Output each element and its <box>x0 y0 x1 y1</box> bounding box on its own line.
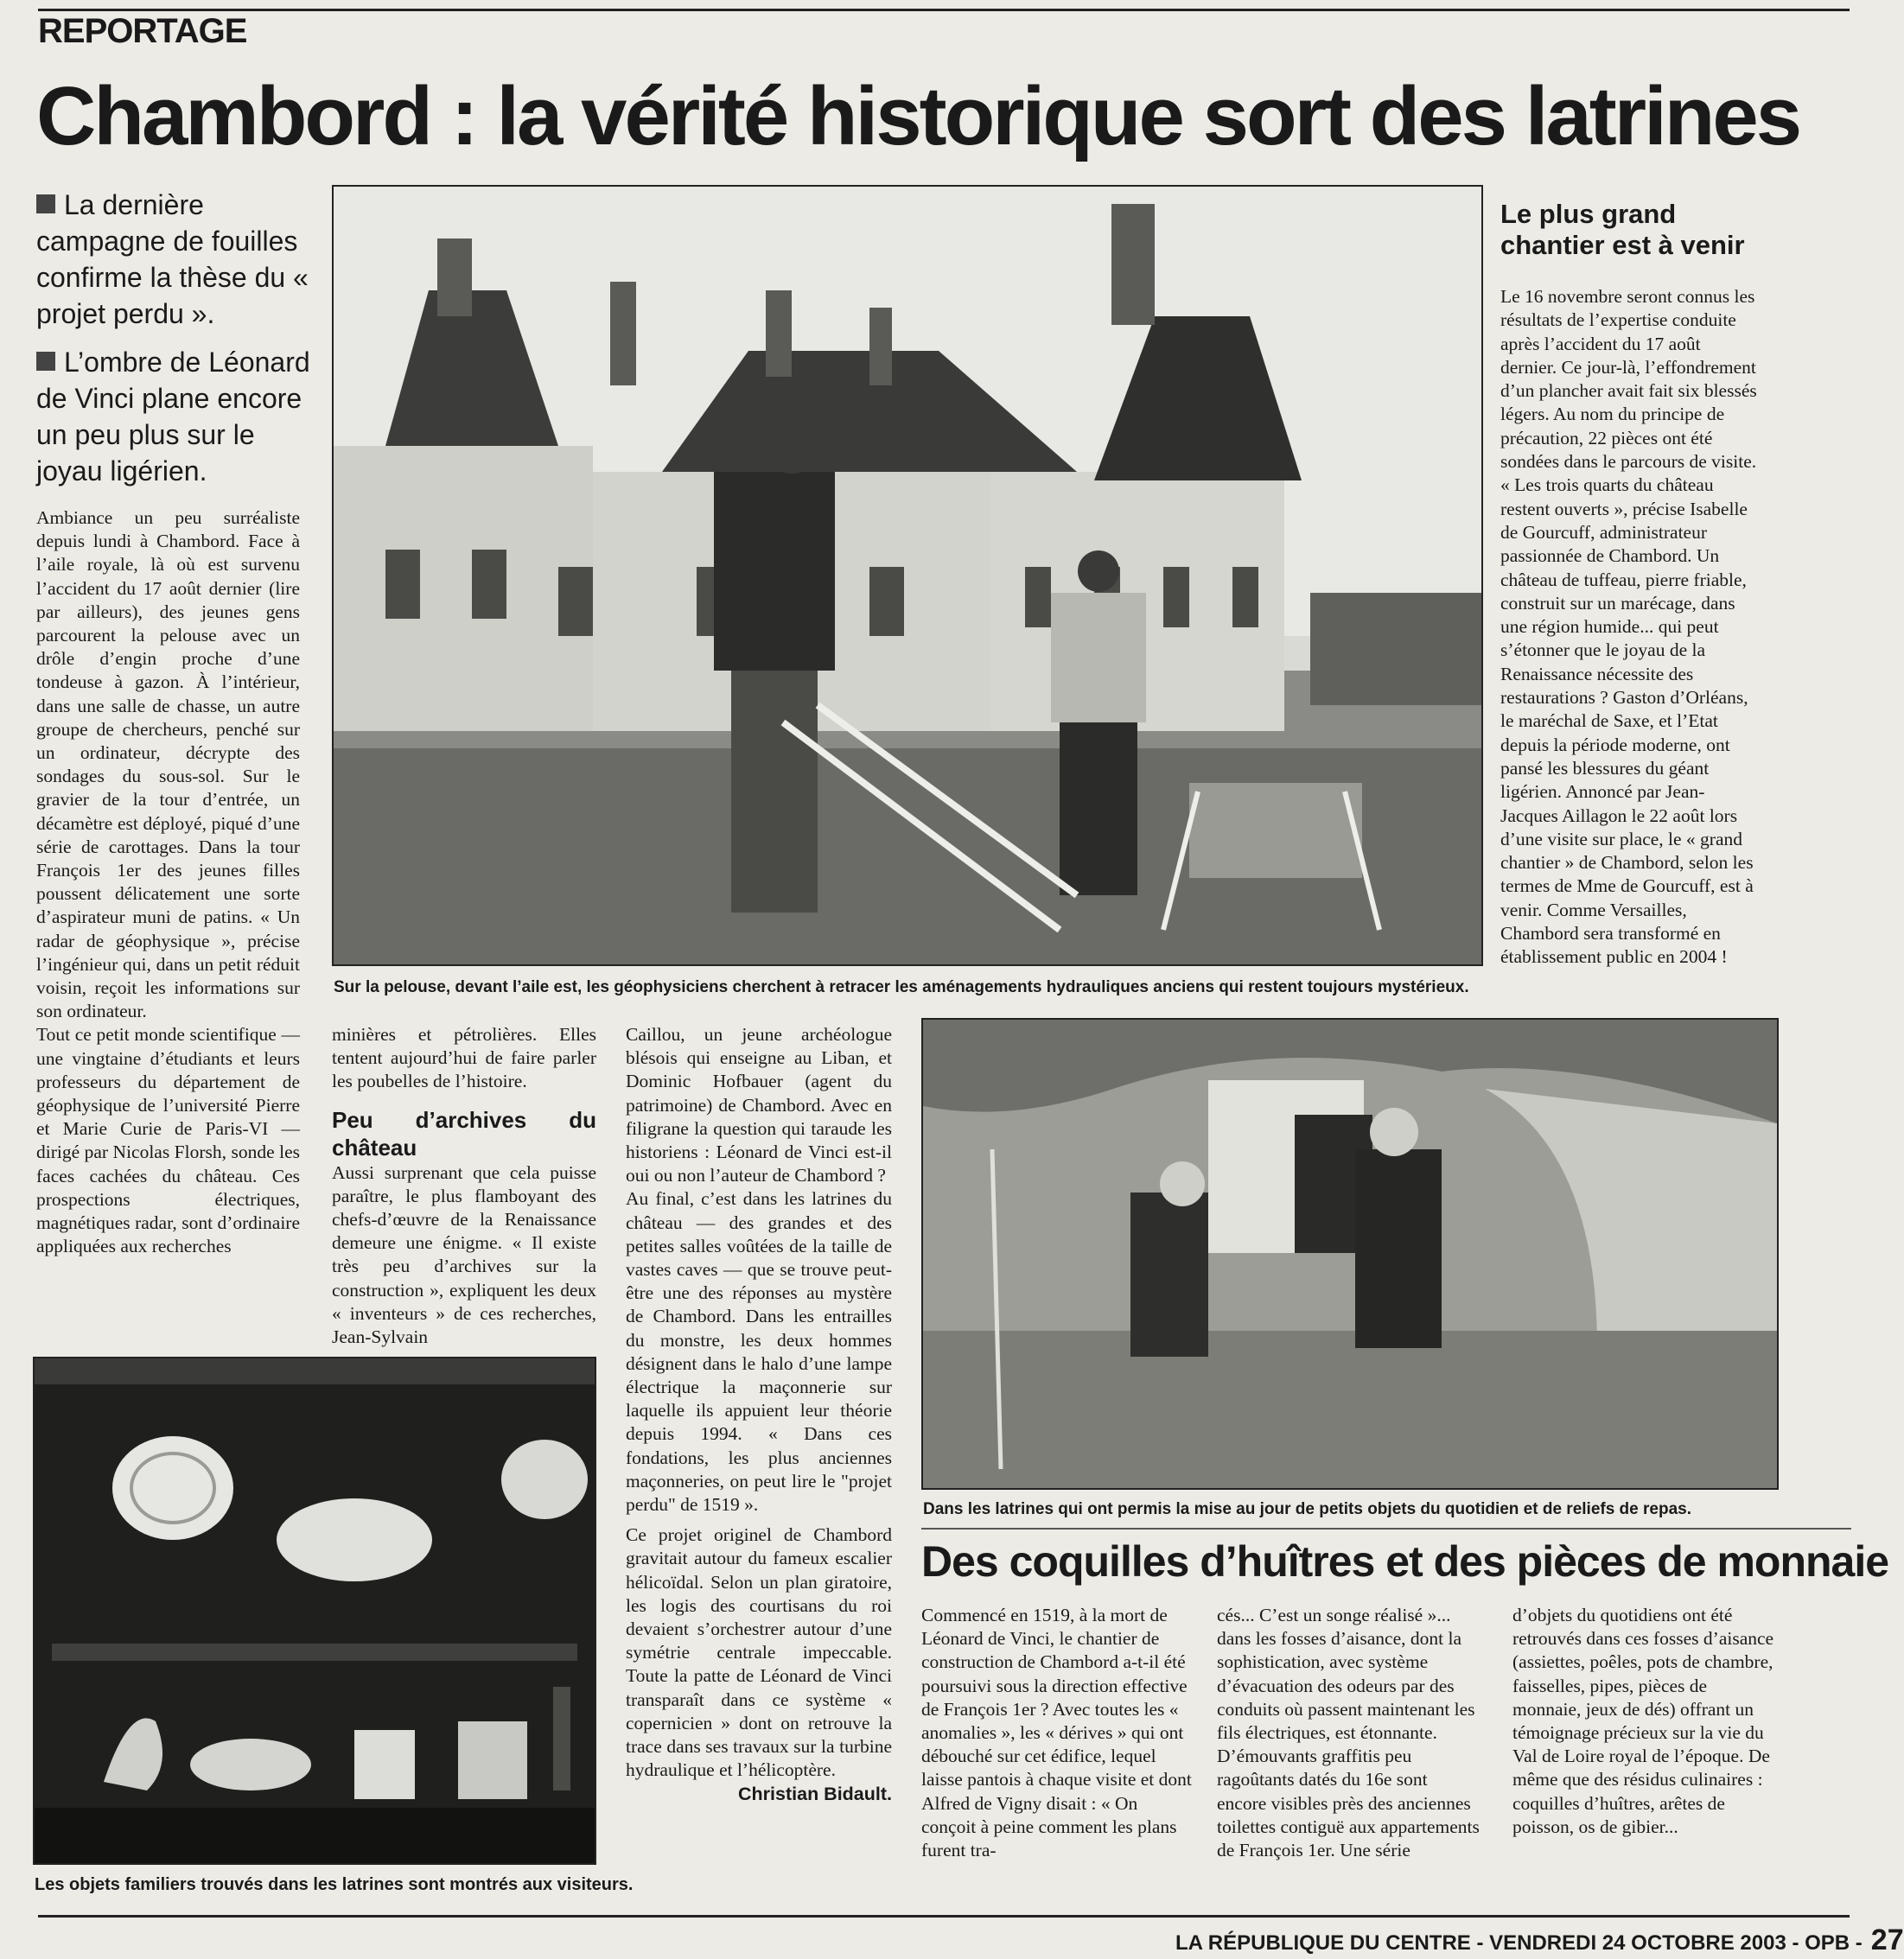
sidebar-title: Le plus grand chantier est à venir <box>1500 199 1745 260</box>
latrines-photo <box>921 1018 1779 1490</box>
objects-photo <box>33 1357 596 1865</box>
paragraph: Ambiance un peu surréaliste depuis lundi à Chambord. Face à l’aile royale, là où est survenu l’accident du 17 août dernier (lire par ailleurs), des jeunes gens parcourent la pelouse avec un drôle d’engin proche d’une tondeuse à gazon. À l’intérieur, dans une salle de chasse, un autre groupe de chercheurs, penché sur un ordinateur, décrypte des sondages du sous-sol. Sur le gravier de la tour d’entrée, un décamètre est déployé, piqué d’une série de carottages. Dans la tour François 1er des jeunes filles poussent délicatement une sorte d’aspirateur muni de patins. « Un radar de géophysique », précise l’ingénieur qui, dans un petit réduit voisin, reçoit les informations sur son ordinateur. <box>36 507 300 1022</box>
article2-column-2 <box>1217 1604 1481 1862</box>
paragraph: cés... C’est un songe réalisé »... dans les fosses d’aisance, dont la sophistication, avec système d’évacuation des odeurs par des conduits où passent maintenant les fils électriques, est étonnante. D’émouvants graffitis peu ragoûtants datés du 16e sont encore visibles près des anciennes toilettes contiguë aux appartements de François 1er. Une série <box>1217 1605 1480 1861</box>
paragraph: Commencé en 1519, à la mort de Léonard de Vinci, le chantier de construction de Chambord a-t-il été poursuivi sous la direction effective de François 1er ? Avec toutes les « anomalies », les « dérives » qui ont débouché sur cet édifice, lequel laisse pantois à chaque visite et dont Alfred de Vigny disait : « On conçoit à peine comment les plans furent tra- <box>921 1605 1192 1861</box>
section-rubric: REPORTAGE <box>38 12 247 50</box>
footer-text: LA RÉPUBLIQUE DU CENTRE - VENDREDI 24 OCTOBRE 2003 - OPB - <box>1175 1931 1863 1955</box>
article-divider <box>921 1528 1851 1530</box>
bullet-square-icon <box>36 352 55 371</box>
paragraph: Tout ce petit monde scientifique — une vingtaine d’étudiants et leurs professeurs du département de géophysique de l’université Pierre et Marie Curie de Paris-VI — dirigé par Nicolas Florsh, sonde les faces cachées du château. Ces prospections électriques, magnétiques radar, sont d’ordinaire appliquées aux recherches <box>36 1024 300 1257</box>
page-number: 27 <box>1870 1924 1904 1956</box>
lead-item: La dernière campagne de fouilles confirme la thèse du « projet perdu ». <box>36 189 309 329</box>
subheading: Peu d’archives du château <box>332 1106 596 1161</box>
article-column-3 <box>626 1023 892 1806</box>
article2-column-3 <box>1512 1604 1775 1839</box>
paragraph: d’objets du quotidiens ont été retrouvés dans ces fosses d’aisance (assiettes, poêles, pots de chambre, faisselles, pipes, pièces de monnaie, jeux de dés) offrant un témoignage précieux sur la vie du Val de Loire royal de l’époque. De même que des résidus culinaires : coquilles d’huîtres, arêtes de poisson, os de gibier... <box>1512 1605 1774 1837</box>
article2-title: Des coquilles d’huîtres et des pièces de monnaie <box>921 1537 1889 1586</box>
paragraph: minières et pétrolières. Elles tentent aujourd’hui de faire parler les poubelles de l’histoire. <box>332 1024 596 1092</box>
top-rule <box>38 9 1850 11</box>
lead-item: L’ombre de Léonard de Vinci plane encore un peu plus sur le joyau ligérien. <box>36 347 310 487</box>
castle-photo-caption: Sur la pelouse, devant l’aile est, les géophysiciens cherchent à retracer les aménagements hydrauliques anciens qui restent toujours mystérieux. <box>334 978 1469 996</box>
paragraph: Au final, c’est dans les latrines du château — des grandes et des petites salles voûtées de la taille de vastes caves — que se trouve peut-être une des réponses au mystère de Chambord. Dans les entrailles du monstre, les deux hommes désignent dans le halo d’une lampe électrique la maçonnerie sur laquelle ils appuient leur théorie depuis 1994. « Dans ces fondations, les plus anciennes maçonneries, on peut lire le "projet perdu" de 1519 ». <box>626 1188 892 1516</box>
page-headline: Chambord : la vérité historique sort des latrines <box>36 70 1800 162</box>
signature: Christian Bidault. <box>738 1783 892 1804</box>
latrines-photo-caption: Dans les latrines qui ont permis la mise au jour de petits objets du quotidien et de reliefs de repas. <box>923 1500 1691 1518</box>
article2-column-1 <box>921 1604 1196 1862</box>
footer-rule <box>38 1915 1850 1918</box>
article-lead <box>36 187 313 501</box>
castle-photo <box>332 185 1483 966</box>
sidebar-box <box>1500 199 1760 970</box>
paragraph: Caillou, un jeune archéologue blésois qui enseigne au Liban, et Dominic Hofbauer (agent du patrimoine) de Chambord. Avec en filigrane la question qui taraude les historiens : Léonard de Vinci est-il oui ou non l’auteur de Chambord ? <box>626 1024 892 1186</box>
objects-photo-caption: Les objets familiers trouvés dans les latrines sont montrés aux visiteurs. <box>35 1875 634 1894</box>
bullet-square-icon <box>36 194 55 213</box>
paragraph: Aussi surprenant que cela puisse paraître, le plus flamboyant des chefs-d’œuvre de la Renaissance demeure une énigme. « Il existe très peu d’archives sur la construction », expliquent les deux « inventeurs » de ces recherches, Jean-Sylvain <box>332 1161 596 1348</box>
article-column-2 <box>332 1023 596 1349</box>
paragraph: Ce projet originel de Chambord gravitait autour du fameux escalier hélicoïdal. Selon un plan giratoire, les logis des courtisans du roi devaient s’orchestrer autour d’une symétrie centrale impeccable. Toute la patte de Léonard de Vinci transparaît dans ce système « copernicien » dont on retrouve la trace dans ses travaux sur la turbine hydraulique et l’hélicoptère. <box>626 1524 892 1781</box>
footer <box>1175 1924 1904 1957</box>
article-column-1 <box>36 506 300 1259</box>
sidebar-paragraph: Le 16 novembre seront connus les résultats de l’expertise conduite après l’accident du 17 août dernier. Ce jour-là, l’effondrement d’un plancher avait fait six blessés légers. Au nom du principe de précaution, 22 pièces ont été sondées dans le parcours de visite. « Les trois quarts du château restent ouverts », précise Isabelle de Gourcuff, administrateur passionnée de Chambord. Un château de tuffeau, pierre friable, construit sur un marécage, dans une région humide... qui peut s’étonner que le joyau de la Renaissance nécessite des restaurations ? Gaston d’Orléans, le maréchal de Saxe, et l’Etat depuis la période moderne, ont pansé les blessures du géant ligérien. Annoncé par Jean-Jacques Aillagon le 22 août lors d’une visite sur place, le « grand chantier » de Chambord, selon les termes de Mme de Gourcuff, est à venir. Comme Versailles, Chambord sera transformé en établissement public en 2004 ! <box>1500 286 1757 968</box>
sidebar-body <box>1500 285 1760 970</box>
